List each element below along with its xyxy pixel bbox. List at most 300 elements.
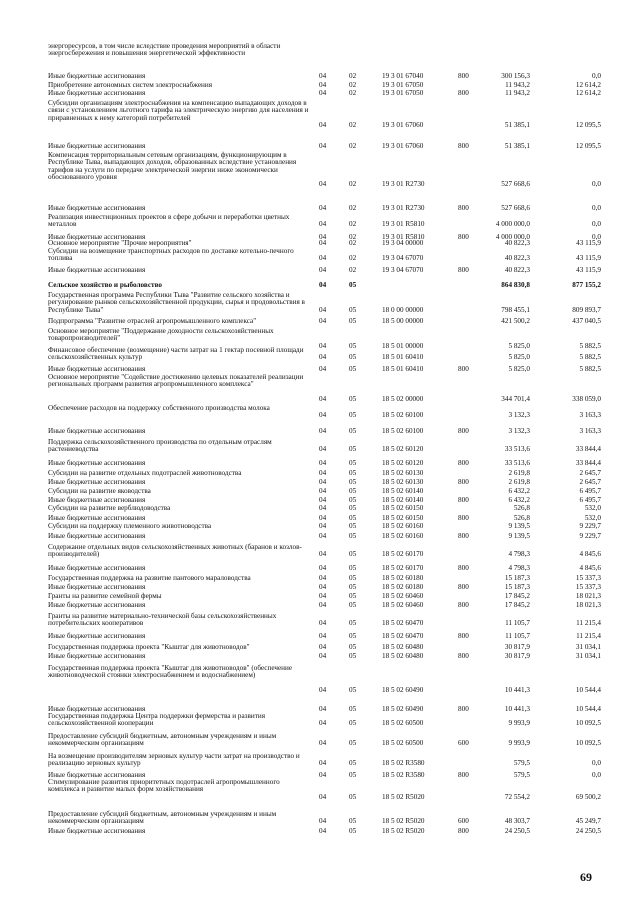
row-expense-type: 800 xyxy=(458,427,469,435)
row-name: Иные бюджетные ассигнования xyxy=(48,142,146,150)
row-amount-year1: 15 187,3 xyxy=(504,583,530,591)
row-subsection: 05 xyxy=(349,353,357,362)
row-section: 04 xyxy=(319,411,327,420)
row-section: 04 xyxy=(319,445,327,454)
row-name: Основное мероприятие "Содействие достижению целевых показателей реализации региональных программ развития агропромышленного комплекса" xyxy=(48,373,304,389)
row-expense-type: 800 xyxy=(458,583,469,591)
row-amount-year2: 9 229,7 xyxy=(579,522,601,530)
row-amount-year2: 0,0 xyxy=(592,771,601,779)
row-name: Иные бюджетные ассигнования xyxy=(48,601,146,609)
row-subsection: 02 xyxy=(349,266,357,274)
row-target-code: 18 5 02 60460 xyxy=(382,601,424,609)
row-target-code: 18 5 01 60410 xyxy=(382,365,424,373)
row-subsection: 05 xyxy=(349,601,357,609)
row-amount-year2: 6 495,7 xyxy=(579,487,601,495)
row-section: 04 xyxy=(319,469,327,477)
row-amount-year2: 11 215,4 xyxy=(576,619,601,628)
row-subsection: 05 xyxy=(349,592,357,600)
row-name: Гранты на развитие семейной фермы xyxy=(48,592,162,600)
row-amount-year1: 30 817,9 xyxy=(504,643,530,651)
row-target-code: 18 5 02 60100 xyxy=(382,427,424,435)
row-subsection: 05 xyxy=(349,739,357,748)
row-amount-year2: 12 614,2 xyxy=(575,89,601,97)
row-name: Иные бюджетные ассигнования xyxy=(48,652,146,660)
row-amount-year2: 0,0 xyxy=(592,204,601,212)
row-section: 04 xyxy=(319,72,327,80)
page-number: 69 xyxy=(580,870,592,884)
row-name: Иные бюджетные ассигнования xyxy=(48,705,146,713)
row-subsection: 02 xyxy=(349,254,357,263)
row-amount-year2: 6 495,7 xyxy=(579,496,601,504)
row-name: Предоставление субсидий бюджетным, автономным учреждениям и иным некоммерческим организациям xyxy=(48,732,277,748)
row-amount-year1: 17 845,2 xyxy=(504,601,530,609)
row-amount-year2: 24 250,5 xyxy=(575,827,601,835)
row-expense-type: 800 xyxy=(458,564,469,572)
row-amount-year1: 11 105,7 xyxy=(505,632,530,640)
row-amount-year2: 5 882,5 xyxy=(579,341,601,350)
row-expense-type: 600 xyxy=(458,739,469,748)
row-amount-year1: 344 701,4 xyxy=(501,394,530,403)
row-subsection: 05 xyxy=(349,459,357,467)
row-amount-year2: 0,0 xyxy=(592,220,601,229)
row-section: 04 xyxy=(319,771,327,779)
row-name: Реализация инвестиционных проектов в сфере добычи и переработки цветных металлов xyxy=(48,213,290,229)
row-target-code: 18 5 02 R3580 xyxy=(382,771,425,779)
row-subsection: 05 xyxy=(349,365,357,373)
row-name: Основное мероприятие "Поддержание доходности сельскохозяйственных товаропроизводителей" xyxy=(48,327,274,343)
row-section: 04 xyxy=(319,705,327,713)
row-target-code: 18 5 02 60140 xyxy=(382,496,424,504)
row-amount-year2: 9 229,7 xyxy=(579,532,601,540)
row-amount-year2: 10 092,5 xyxy=(575,739,601,748)
row-expense-type: 600 xyxy=(458,817,469,826)
row-expense-type: 800 xyxy=(458,705,469,713)
row-amount-year2: 5 882,5 xyxy=(579,365,601,373)
row-subsection: 05 xyxy=(349,281,357,289)
row-amount-year1: 10 441,3 xyxy=(504,705,530,713)
row-target-code: 18 5 02 60150 xyxy=(382,504,424,512)
row-section: 04 xyxy=(319,619,327,628)
row-expense-type: 800 xyxy=(458,266,469,274)
row-section: 04 xyxy=(319,81,327,89)
row-amount-year1: 40 822,3 xyxy=(504,239,530,247)
row-name: Иные бюджетные ассигнования xyxy=(48,771,146,779)
row-name: Содержание отдельных видов сельскохозяйственных животных (баранов и козлов-производителей) xyxy=(48,543,302,559)
row-amount-year1: 6 432,2 xyxy=(508,496,530,504)
row-section: 04 xyxy=(319,341,327,350)
row-amount-year2: 12 614,2 xyxy=(575,81,601,89)
row-name: Государственная программа Республики Тыва "Развитие сельского хозяйства и регулирование рынков сельскохозяйственной продукции, сырья и продовольствия в Республике Тыва" xyxy=(48,291,305,314)
row-section: 04 xyxy=(319,514,327,522)
row-target-code: 18 5 02 60170 xyxy=(382,564,424,572)
row-section: 04 xyxy=(319,685,327,694)
row-name: На возмещение производителям зерновых культур части затрат на производство и реализацию зерновых культур xyxy=(48,752,300,768)
row-amount-year2: 12 095,5 xyxy=(575,142,601,150)
row-name: Государственная поддержка проекта "Кыштаг для животноводов" (обеспечение животноводческой стоянки электроснабжением и водоснабжением) xyxy=(48,664,293,680)
row-expense-type: 800 xyxy=(458,233,469,241)
row-section: 04 xyxy=(319,583,327,591)
row-subsection: 02 xyxy=(349,81,357,89)
row-name: Обеспечение расходов на поддержку собственного производства молока xyxy=(48,404,270,412)
row-target-code: 19 3 01 67060 xyxy=(382,120,424,129)
row-amount-year2: 532,0 xyxy=(584,504,601,512)
row-target-code: 19 3 01 R2730 xyxy=(382,204,425,212)
row-amount-year2: 0,0 xyxy=(592,233,601,241)
row-name: Иные бюджетные ассигнования xyxy=(48,496,146,504)
row-amount-year2: 10 544,4 xyxy=(575,685,601,694)
row-name: Иные бюджетные ассигнования xyxy=(48,514,146,522)
row-name: Иные бюджетные ассигнования xyxy=(48,233,146,241)
row-amount-year2: 10 092,5 xyxy=(575,719,601,728)
row-target-code: 18 5 02 60100 xyxy=(382,411,424,420)
row-target-code: 18 5 02 60470 xyxy=(382,619,424,628)
row-amount-year1: 48 303,7 xyxy=(504,817,530,826)
row-name: Иные бюджетные ассигнования xyxy=(48,365,146,373)
row-target-code: 18 5 02 60120 xyxy=(382,445,424,454)
row-target-code: 18 5 02 60180 xyxy=(382,574,424,582)
row-name: Иные бюджетные ассигнования xyxy=(48,459,146,467)
row-expense-type: 800 xyxy=(458,514,469,522)
row-target-code: 18 5 02 R5020 xyxy=(382,792,425,801)
row-amount-year2: 4 845,6 xyxy=(579,564,601,572)
row-section: 04 xyxy=(319,317,327,325)
row-name: Стимулирование развития приоритетных подотраслей агропромышленного комплекса и развитие малых форм хозяйствования xyxy=(48,778,280,794)
row-target-code: 18 5 02 60490 xyxy=(382,705,424,713)
row-target-code: 19 3 01 67050 xyxy=(382,81,424,89)
row-subsection: 05 xyxy=(349,643,357,651)
row-subsection: 05 xyxy=(349,759,357,768)
row-target-code: 19 3 01 R2730 xyxy=(382,180,425,189)
row-amount-year1: 40 822,3 xyxy=(504,254,530,263)
row-expense-type: 800 xyxy=(458,532,469,540)
row-target-code: 18 5 02 60130 xyxy=(382,478,424,486)
row-section: 04 xyxy=(319,574,327,582)
row-amount-year2: 809 893,7 xyxy=(572,305,601,314)
row-expense-type: 800 xyxy=(458,72,469,80)
row-subsection: 05 xyxy=(349,574,357,582)
row-amount-year1: 527 668,6 xyxy=(501,180,530,189)
row-target-code: 19 3 04 00000 xyxy=(382,239,424,247)
row-subsection: 05 xyxy=(349,394,357,403)
row-amount-year2: 43 115,9 xyxy=(576,254,601,263)
row-amount-year1: 526,8 xyxy=(513,504,530,512)
row-name: Иные бюджетные ассигнования xyxy=(48,827,146,835)
row-subsection: 05 xyxy=(349,771,357,779)
row-target-code: 18 5 02 R5020 xyxy=(382,827,425,835)
row-expense-type: 800 xyxy=(458,632,469,640)
row-subsection: 05 xyxy=(349,550,357,559)
row-amount-year2: 11 215,4 xyxy=(576,632,601,640)
row-amount-year2: 2 645,7 xyxy=(579,469,601,477)
row-name: Субсидии на поддержку племенного животноводства xyxy=(48,522,212,530)
row-section: 04 xyxy=(319,180,327,189)
row-target-code: 18 5 02 60150 xyxy=(382,514,424,522)
row-subsection: 02 xyxy=(349,239,357,247)
row-name: Гранты на развитие материально-технической базы сельскохозяйственных потребительских кооперативов xyxy=(48,612,277,628)
row-name: Субсидии на развитие отдельных подотраслей животноводства xyxy=(48,469,242,477)
row-name: Субсидии на развитие верблюдоводства xyxy=(48,504,171,512)
row-amount-year1: 24 250,5 xyxy=(504,827,530,835)
row-amount-year2: 2 645,7 xyxy=(579,478,601,486)
row-section: 04 xyxy=(319,719,327,728)
row-amount-year2: 12 095,5 xyxy=(575,120,601,129)
row-target-code: 19 3 04 67070 xyxy=(382,266,424,274)
row-section: 04 xyxy=(319,532,327,540)
row-section: 04 xyxy=(319,394,327,403)
row-expense-type: 800 xyxy=(458,601,469,609)
row-section: 04 xyxy=(319,827,327,835)
row-amount-year1: 9 139,5 xyxy=(508,532,530,540)
row-target-code: 18 5 01 00000 xyxy=(382,341,424,350)
row-amount-year2: 0,0 xyxy=(592,72,601,80)
row-target-code: 19 3 04 67070 xyxy=(382,254,424,263)
row-amount-year1: 4 000 000,0 xyxy=(495,233,530,241)
row-target-code: 18 5 02 60160 xyxy=(382,522,424,530)
row-amount-year2: 5 882,5 xyxy=(579,353,601,362)
row-subsection: 05 xyxy=(349,532,357,540)
row-section: 04 xyxy=(319,89,327,97)
row-target-code: 18 0 00 00000 xyxy=(382,305,424,314)
row-target-code: 18 5 02 60160 xyxy=(382,532,424,540)
row-name: Государственная поддержка на развитие пантового мараловодства xyxy=(48,574,251,582)
row-amount-year2: 69 500,2 xyxy=(575,792,601,801)
row-section: 04 xyxy=(319,550,327,559)
row-amount-year1: 33 513,6 xyxy=(504,445,530,454)
row-section: 04 xyxy=(319,652,327,660)
row-expense-type: 800 xyxy=(458,827,469,835)
row-target-code: 18 5 02 60120 xyxy=(382,459,424,467)
row-amount-year2: 877 155,2 xyxy=(572,281,601,289)
row-section: 04 xyxy=(319,564,327,572)
row-section: 04 xyxy=(319,204,327,212)
row-amount-year1: 10 441,3 xyxy=(504,685,530,694)
row-section: 04 xyxy=(319,142,327,150)
row-amount-year1: 15 187,3 xyxy=(504,574,530,582)
row-section: 04 xyxy=(319,632,327,640)
row-name: Субсидии на развитие яководства xyxy=(48,487,151,495)
row-amount-year1: 864 830,8 xyxy=(501,281,530,289)
row-section: 04 xyxy=(319,792,327,801)
row-expense-type: 800 xyxy=(458,478,469,486)
row-section: 04 xyxy=(319,220,327,229)
row-amount-year2: 3 163,3 xyxy=(579,427,601,435)
row-subsection: 05 xyxy=(349,619,357,628)
row-subsection: 05 xyxy=(349,792,357,801)
row-section: 04 xyxy=(319,643,327,651)
row-name: Субсидии на возмещение транспортных расходов по доставке котельно-печного топлива xyxy=(48,247,294,263)
row-section: 04 xyxy=(319,305,327,314)
row-name: Субсидии организациям электроснабжения на компенсацию выпадающих доходов в связи с установлением льготного тарифа на электрическую энергию для населения и приравненных к нему категорий потребителей xyxy=(48,99,309,122)
row-amount-year1: 2 619,8 xyxy=(508,478,530,486)
row-subsection: 05 xyxy=(349,445,357,454)
row-amount-year2: 0,0 xyxy=(592,180,601,189)
row-target-code: 18 5 02 60480 xyxy=(382,652,424,660)
row-section: 04 xyxy=(319,496,327,504)
row-expense-type: 800 xyxy=(458,771,469,779)
row-section: 04 xyxy=(319,504,327,512)
row-section: 04 xyxy=(319,353,327,362)
row-amount-year1: 9 993,9 xyxy=(508,739,530,748)
row-section: 04 xyxy=(319,427,327,435)
row-amount-year1: 9 993,9 xyxy=(508,719,530,728)
row-name: Иные бюджетные ассигнования xyxy=(48,532,146,540)
row-amount-year1: 4 798,3 xyxy=(508,550,530,559)
row-amount-year2: 45 249,7 xyxy=(575,817,601,826)
row-amount-year1: 17 845,2 xyxy=(504,592,530,600)
row-amount-year1: 4 000 000,0 xyxy=(495,220,530,229)
row-expense-type: 800 xyxy=(458,204,469,212)
row-name: Приобретение автономных систем электроснабжения xyxy=(48,81,213,89)
row-amount-year1: 2 619,8 xyxy=(508,469,530,477)
row-subsection: 05 xyxy=(349,827,357,835)
row-subsection: 05 xyxy=(349,685,357,694)
row-amount-year2: 4 845,6 xyxy=(579,550,601,559)
row-section: 04 xyxy=(319,254,327,263)
row-amount-year2: 18 021,3 xyxy=(575,592,601,600)
row-target-code: 18 5 01 60410 xyxy=(382,353,424,362)
row-subsection: 02 xyxy=(349,89,357,97)
row-target-code: 19 3 01 67060 xyxy=(382,142,424,150)
row-name: Иные бюджетные ассигнования xyxy=(48,204,146,212)
row-target-code: 18 5 02 60500 xyxy=(382,739,424,748)
row-name: Иные бюджетные ассигнования xyxy=(48,89,146,97)
row-subsection: 05 xyxy=(349,411,357,420)
row-amount-year1: 3 132,3 xyxy=(508,427,530,435)
row-section: 04 xyxy=(319,487,327,495)
row-name: Иные бюджетные ассигнования xyxy=(48,266,146,274)
row-subsection: 02 xyxy=(349,72,357,80)
row-amount-year2: 0,0 xyxy=(592,759,601,768)
row-expense-type: 800 xyxy=(458,365,469,373)
row-amount-year1: 11 943,2 xyxy=(505,89,530,97)
row-subsection: 05 xyxy=(349,817,357,826)
row-subsection: 05 xyxy=(349,705,357,713)
row-amount-year2: 31 034,1 xyxy=(575,652,601,660)
row-subsection: 02 xyxy=(349,120,357,129)
row-amount-year1: 33 513,6 xyxy=(504,459,530,467)
row-name: Государственная поддержка Центра поддержки фермерства и развития сельскохозяйственной кооперации xyxy=(48,712,266,728)
row-section: 04 xyxy=(319,759,327,768)
row-section: 04 xyxy=(319,233,327,241)
row-amount-year1: 421 500,2 xyxy=(501,317,530,325)
row-amount-year1: 798 455,1 xyxy=(501,305,530,314)
row-target-code: 18 5 02 60140 xyxy=(382,487,424,495)
row-name: Предоставление субсидий бюджетным, автономным учреждениям и иным некоммерческим организациям xyxy=(48,810,277,826)
row-amount-year2: 43 115,9 xyxy=(576,266,601,274)
row-section: 04 xyxy=(319,739,327,748)
row-section: 04 xyxy=(319,522,327,530)
row-section: 04 xyxy=(319,817,327,826)
row-amount-year2: 43 115,9 xyxy=(576,239,601,247)
row-amount-year2: 18 021,3 xyxy=(575,601,601,609)
row-subsection: 05 xyxy=(349,632,357,640)
row-target-code: 18 5 02 60470 xyxy=(382,632,424,640)
row-amount-year1: 300 156,3 xyxy=(501,72,530,80)
row-name: Иные бюджетные ассигнования xyxy=(48,564,146,572)
row-subsection: 05 xyxy=(349,583,357,591)
row-subsection: 05 xyxy=(349,719,357,728)
row-name: Иные бюджетные ассигнования xyxy=(48,478,146,486)
row-amount-year1: 72 554,2 xyxy=(504,792,530,801)
row-target-code: 19 3 01 R5810 xyxy=(382,220,425,229)
row-section: 04 xyxy=(319,478,327,486)
row-section: 04 xyxy=(319,120,327,129)
row-section: 04 xyxy=(319,266,327,274)
row-amount-year1: 5 825,0 xyxy=(508,365,530,373)
row-target-code: 19 3 01 R5810 xyxy=(382,233,425,241)
row-target-code: 18 5 02 00000 xyxy=(382,394,424,403)
row-amount-year1: 526,8 xyxy=(513,514,530,522)
row-subsection: 02 xyxy=(349,180,357,189)
row-name: энергоресурсов, в том числе вследствие проведения мероприятий в области энергосбережения и повышения энергетической эффективности xyxy=(48,42,281,58)
row-subsection: 05 xyxy=(349,522,357,530)
row-amount-year1: 527 668,6 xyxy=(501,204,530,212)
row-subsection: 05 xyxy=(349,564,357,572)
row-target-code: 18 5 02 60500 xyxy=(382,719,424,728)
row-target-code: 18 5 02 R3580 xyxy=(382,759,425,768)
row-amount-year2: 31 034,1 xyxy=(575,643,601,651)
row-amount-year1: 30 817,9 xyxy=(504,652,530,660)
row-subsection: 05 xyxy=(349,305,357,314)
row-subsection: 05 xyxy=(349,341,357,350)
row-subsection: 05 xyxy=(349,427,357,435)
row-section: 04 xyxy=(319,601,327,609)
row-amount-year2: 10 544,4 xyxy=(575,705,601,713)
row-amount-year1: 40 822,3 xyxy=(504,266,530,274)
row-target-code: 18 5 02 60130 xyxy=(382,469,424,477)
row-amount-year2: 33 844,4 xyxy=(575,459,601,467)
row-expense-type: 800 xyxy=(458,459,469,467)
row-target-code: 18 5 02 60490 xyxy=(382,685,424,694)
row-amount-year1: 5 825,0 xyxy=(508,353,530,362)
row-target-code: 18 5 00 00000 xyxy=(382,317,424,325)
row-target-code: 18 5 02 R5020 xyxy=(382,817,425,826)
row-name: Иные бюджетные ассигнования xyxy=(48,427,146,435)
row-amount-year2: 532,0 xyxy=(584,514,601,522)
row-section: 04 xyxy=(319,365,327,373)
row-subsection: 02 xyxy=(349,142,357,150)
row-subsection: 05 xyxy=(349,514,357,522)
row-amount-year1: 579,5 xyxy=(513,771,530,779)
row-name: Основное мероприятие "Прочие мероприятия" xyxy=(48,239,192,247)
row-amount-year2: 338 059,0 xyxy=(572,394,601,403)
row-name: Иные бюджетные ассигнования xyxy=(48,72,146,80)
row-subsection: 05 xyxy=(349,317,357,325)
row-section: 04 xyxy=(319,459,327,467)
row-name: Финансовое обеспечение (возмещение) части затрат на 1 гектар посевной площади сельскохозяйственных культур xyxy=(48,346,304,362)
row-subsection: 05 xyxy=(349,504,357,512)
row-subsection: 05 xyxy=(349,496,357,504)
row-subsection: 05 xyxy=(349,487,357,495)
row-amount-year1: 579,5 xyxy=(513,759,530,768)
row-name: Иные бюджетные ассигнования xyxy=(48,583,146,591)
row-expense-type: 800 xyxy=(458,652,469,660)
row-amount-year2: 437 040,5 xyxy=(572,317,601,325)
row-amount-year1: 5 825,0 xyxy=(508,341,530,350)
row-subsection: 02 xyxy=(349,204,357,212)
row-subsection: 05 xyxy=(349,478,357,486)
row-subsection: 05 xyxy=(349,652,357,660)
row-section: 04 xyxy=(319,239,327,247)
row-target-code: 18 5 02 60180 xyxy=(382,583,424,591)
row-section: 04 xyxy=(319,281,327,289)
row-name: Государственная поддержка проекта "Кыштаг для животноводов" xyxy=(48,643,250,651)
row-amount-year1: 3 132,3 xyxy=(508,411,530,420)
row-expense-type: 800 xyxy=(458,496,469,504)
row-amount-year2: 15 337,3 xyxy=(575,583,601,591)
row-name: Подпрограмма "Развитие отраслей агропромышленного комплекса" xyxy=(48,317,257,325)
row-name: Иные бюджетные ассигнования xyxy=(48,632,146,640)
